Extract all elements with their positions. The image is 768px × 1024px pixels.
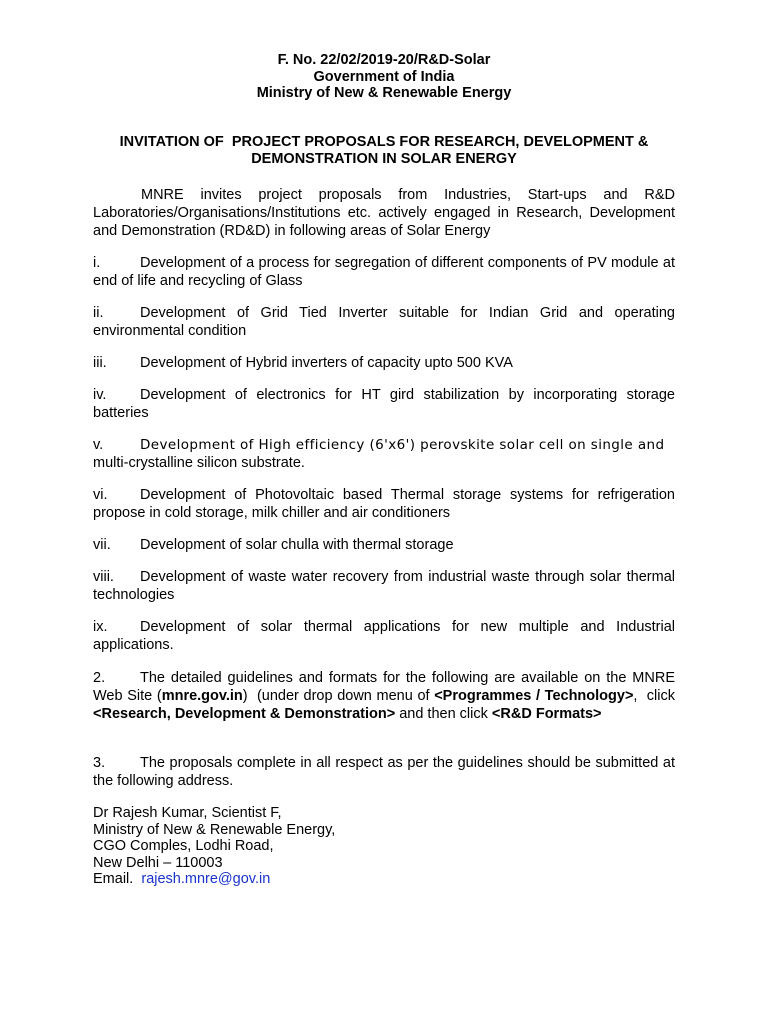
ministry-line: Ministry of New & Renewable Energy [256,85,512,101]
list-item: iv. Development of electronics for HT gird stabilization by incorporating storage batteries [93,387,675,421]
areas-list [93,254,675,668]
contact-name: Dr Rajesh Kumar, Scientist F, [93,805,282,821]
government-line: Government of India [313,68,455,85]
list-item: vii. Development of solar chulla with thermal storage [93,537,454,553]
list-item: viii. Development of waste water recovery from industrial waste through solar thermal technologies [93,569,675,603]
contact-address [93,805,335,888]
list-item: iii. Development of Hybrid inverters of capacity upto 500 KVA [93,355,513,371]
rd-formats-link: <R&D Formats> [491,706,602,722]
document-header [0,52,768,102]
website-link[interactable]: mnre.gov.in [161,688,243,704]
list-item: ix. Development of solar thermal applications for new multiple and Industrial applications. [93,619,675,653]
intro-paragraph: MNRE invites project proposals from Industries, Start-ups and R&D Laboratories/Organisations/Institutions etc. actively engaged in Research, Development and Demonstration (RD&D) in following areas of Solar Energy [93,187,675,239]
file-number: F. No. 22/02/2019-20/R&D-Solar [277,52,491,68]
submission-paragraph: 3. The proposals complete in all respect as per the guidelines should be submitted at the following address. [93,755,675,789]
contact-street: CGO Comples, Lodhi Road, [93,838,274,854]
rdd-menu-link: <Research, Development & Demonstration> [93,706,396,722]
title-line-2: DEMONSTRATION IN SOLAR ENERGY [251,151,517,167]
list-item: ii. Development of Grid Tied Inverter suitable for Indian Grid and operating environmental condition [93,305,675,339]
contact-email-row: Email. rajesh.mnre@gov.in [93,871,271,887]
title-line-1: INVITATION OF PROJECT PROPOSALS FOR RESEARCH, DEVELOPMENT & [119,134,649,150]
guidelines-paragraph: 2. The detailed guidelines and formats for the following are available on the MNRE Web Site (mnre.gov.in) (under drop down menu of <Programmes / Technology>, click <Research, Development & Demonstration> and then click <R&D Formats> [93,670,679,722]
contact-org: Ministry of New & Renewable Energy, [93,821,336,838]
list-item: v. Development of High efficiency (6'x6') perovskite solar cell on single and multi-crystalline silicon substrate. [93,437,665,471]
list-item: i. Development of a process for segregation of different components of PV module at end of life and recycling of Glass [93,255,675,289]
email-link[interactable]: rajesh.mnre@gov.in [141,871,271,887]
menu-path: <Programmes / Technology> [434,688,634,704]
contact-city: New Delhi – 110003 [93,854,223,871]
document-title [93,134,675,168]
list-item: vi. Development of Photovoltaic based Thermal storage systems for refrigeration propose in cold storage, milk chiller and air conditioners [93,487,675,521]
